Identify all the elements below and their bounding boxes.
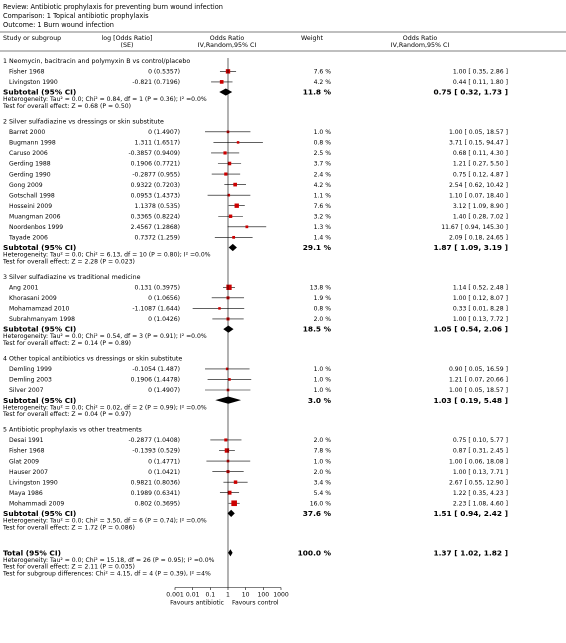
study-name: Subrahmanyam 1998	[9, 316, 75, 324]
study-logor: 0.3365 (0.8224)	[130, 213, 180, 221]
study-name: Gerding 1988	[9, 160, 51, 168]
study-logor: 0.0953 (1.4373)	[130, 192, 180, 200]
study-ci: 11.67 [ 0.94, 145.30 ]	[441, 224, 508, 231]
subtotal-diamond	[219, 88, 232, 95]
study-ci: 1.00 [ 0.05, 18.57 ]	[448, 129, 508, 137]
study-ci: 1.21 [ 0.07, 20.66 ]	[448, 376, 508, 384]
subtotal-label: Subtotal (95% CI)	[3, 243, 77, 253]
study-point	[237, 141, 239, 143]
subtotal-ci: 1.05 [ 0.54, 2.06 ]	[433, 324, 508, 334]
study-name: Hauser 2007	[9, 468, 49, 476]
study-point	[224, 172, 227, 175]
study-weight: 7.6 %	[313, 68, 331, 76]
study-weight: 7.6 %	[313, 202, 331, 210]
study-point	[235, 204, 239, 208]
study-weight: 1.0 %	[313, 458, 331, 466]
study-logor: 0 (1.4907)	[148, 129, 180, 137]
study-ci: 2.23 [ 1.08, 4.60 ]	[452, 500, 508, 508]
study-name: Glat 2009	[9, 458, 39, 466]
subgroup-title: 3 Silver sulfadiazine vs traditional medicine	[3, 273, 141, 281]
subtotal-ci: 0.75 [ 0.32, 1.73 ]	[433, 87, 508, 97]
study-ci: 1.00 [ 0.12, 8.07 ]	[452, 295, 508, 303]
study-logor: -0.2877 (0.955)	[132, 171, 180, 179]
col-logor-se-header: (SE)	[120, 42, 134, 49]
study-weight: 1.4 %	[313, 234, 331, 242]
study-logor: 0 (1.4907)	[148, 387, 180, 395]
study-weight: 7.8 %	[313, 447, 331, 455]
study-ci: 2.54 [ 0.62, 10.42 ]	[448, 181, 508, 189]
study-logor: 0.802 (0.3695)	[134, 500, 180, 508]
study-weight: 1.3 %	[313, 224, 331, 231]
study-logor: 0.7372 (1.259)	[134, 234, 180, 242]
study-ci: 1.22 [ 0.35, 4.23 ]	[452, 489, 508, 497]
subtotal-diamond	[223, 326, 233, 333]
study-weight: 2.0 %	[313, 316, 331, 324]
study-name: Fisher 1968	[9, 68, 45, 76]
study-logor: 0.9322 (0.7203)	[130, 181, 180, 189]
total-weight: 100.0 %	[297, 548, 331, 558]
heterogeneity-text: Heterogeneity: Tau² = 0.0; Chi² = 0.02, df = 2 (P = 0.99); I² =0.0%	[3, 404, 207, 412]
col-or-method-header: IV,Random,95% CI	[197, 42, 257, 49]
study-name: Tayade 2006	[9, 234, 48, 242]
study-weight: 16.0 %	[309, 500, 331, 508]
col-weight-header: Weight	[301, 35, 323, 42]
study-name: Maya 1986	[9, 489, 43, 497]
x-tick-label: 100	[257, 591, 270, 599]
study-name: Caruso 2006	[9, 150, 48, 158]
study-weight: 13.8 %	[309, 284, 331, 292]
study-logor: -0.1393 (0.529)	[132, 447, 180, 455]
study-weight: 1.0 %	[313, 129, 331, 137]
study-ci: 2.67 [ 0.55, 12.90 ]	[448, 479, 508, 487]
study-weight: 3.4 %	[313, 479, 331, 487]
study-weight: 2.0 %	[313, 468, 331, 476]
study-name: Gong 2009	[9, 181, 43, 189]
outcome-title: Outcome: 1 Burn wound infection	[3, 21, 114, 29]
study-name: Khorasani 2009	[9, 295, 57, 303]
comparison-title: Comparison: 1 Topical antibiotic prophylaxis	[3, 12, 149, 20]
study-ci: 0.75 [ 0.10, 5.77 ]	[452, 437, 508, 445]
subtotal-label: Subtotal (95% CI)	[3, 395, 77, 405]
study-logor: 0 (1.0426)	[148, 316, 180, 324]
study-ci: 0.90 [ 0.05, 16.59 ]	[448, 366, 508, 374]
favours-left-label: Favours antibiotic	[170, 599, 224, 607]
study-point	[234, 480, 237, 483]
x-tick-label: 0.001	[166, 591, 184, 599]
study-weight: 4.2 %	[313, 181, 331, 189]
col-or-header: Odds Ratio	[209, 35, 245, 42]
study-ci: 0.44 [ 0.11, 1.80 ]	[452, 79, 508, 87]
x-tick-label: 0.01	[185, 591, 200, 599]
study-name: Mohammadi 2009	[9, 500, 65, 508]
subgroup-title: 1 Neomycin, bacitracin and polymyxin B vs control/placebo	[3, 58, 191, 65]
study-name: Ang 2001	[9, 284, 39, 292]
study-name: Bugmann 1998	[9, 139, 56, 147]
subgroup-title: 2 Silver sulfadiazine vs dressings or skin substitute	[3, 118, 164, 126]
subtotal-label: Subtotal (95% CI)	[3, 509, 77, 518]
study-ci: 1.00 [ 0.13, 7.71 ]	[452, 468, 508, 476]
study-weight: 2.4 %	[313, 171, 331, 179]
study-name: Noordenbos 1999	[9, 224, 64, 231]
study-name: Desai 1991	[9, 437, 44, 445]
study-point	[233, 183, 237, 187]
col-or-right-method-header: IV,Random,95% CI	[390, 42, 450, 49]
subtotal-diamond	[228, 510, 235, 517]
x-tick-label: 1	[226, 591, 230, 599]
study-logor: -0.1054 (1.487)	[132, 366, 180, 374]
study-name: Fisher 1968	[9, 447, 45, 455]
study-point	[226, 285, 231, 290]
study-logor: -0.3857 (0.9409)	[128, 150, 180, 158]
study-weight: 0.8 %	[313, 139, 331, 147]
study-weight: 3.2 %	[313, 213, 331, 221]
study-name: Demling 1999	[9, 366, 52, 374]
study-logor: 0.1906 (1.4478)	[130, 376, 180, 384]
study-weight: 1.0 %	[313, 387, 331, 395]
subtotal-ci: 1.51 [ 0.94, 2.42 ]	[433, 509, 508, 518]
study-point	[225, 448, 229, 452]
study-logor: 0.9821 (0.8036)	[130, 479, 180, 487]
study-point	[245, 225, 248, 228]
total-label: Total (95% CI)	[3, 548, 61, 558]
study-ci: 0.33 [ 0.01, 8.28 ]	[452, 305, 508, 313]
study-logor: 1.311 (1.6517)	[134, 139, 180, 147]
study-point	[218, 307, 220, 309]
study-logor: 0 (1.0656)	[148, 295, 180, 303]
study-point	[228, 378, 231, 381]
study-logor: -1.1087 (1.644)	[132, 305, 180, 313]
subtotal-diamond	[229, 244, 237, 251]
study-point	[232, 236, 235, 239]
study-ci: 1.40 [ 0.28, 7.02 ]	[452, 213, 508, 221]
subgroup-title: 5 Antibiotic prophylaxis vs other treatments	[3, 426, 142, 434]
subtotal-weight: 37.6 %	[302, 509, 331, 518]
total-heterogeneity-text: Heterogeneity: Tau² = 0.0; Chi² = 15.18, df = 26 (P = 0.95); I² =0.0%	[3, 556, 215, 564]
total-overall-effect-text: Test for overall effect: Z = 2.11 (P = 0.035)	[3, 563, 135, 571]
study-logor: 0 (1.4771)	[148, 458, 180, 466]
subtotal-label: Subtotal (95% CI)	[3, 87, 77, 97]
subtotal-weight: 18.5 %	[302, 324, 331, 334]
study-logor: -0.2877 (1.0408)	[128, 437, 180, 445]
subtotal-weight: 29.1 %	[302, 243, 331, 253]
heterogeneity-text: Heterogeneity: Tau² = 0.0; Chi² = 3.50, df = 6 (P = 0.74); I² =0.0%	[3, 517, 207, 525]
forest-rows	[2, 58, 508, 578]
study-name: Livingston 1990	[9, 479, 58, 487]
study-ci: 1.10 [ 0.07, 18.40 ]	[448, 192, 508, 200]
study-point	[223, 151, 226, 154]
study-weight: 1.9 %	[313, 295, 331, 303]
overall-effect-text: Test for overall effect: Z = 0.04 (P = 0.97)	[3, 411, 131, 419]
study-ci: 1.14 [ 0.52, 2.48 ]	[452, 284, 508, 292]
col-or-right-header: Odds Ratio	[402, 35, 438, 42]
x-tick-label: 1000	[273, 591, 289, 599]
subtotal-ci: 1.87 [ 1.09, 3.19 ]	[433, 243, 508, 253]
total-ci: 1.37 [ 1.02, 1.82 ]	[433, 548, 508, 558]
total-diamond	[228, 549, 232, 556]
overall-effect-text: Test for overall effect: Z = 1.72 (P = 0.086)	[3, 524, 135, 532]
heterogeneity-text: Heterogeneity: Tau² = 0.0; Chi² = 0.84, df = 1 (P = 0.36); I² =0.0%	[3, 96, 207, 104]
study-weight: 4.2 %	[313, 79, 331, 87]
study-name: Mohamamzad 2010	[9, 305, 70, 313]
study-weight: 2.5 %	[313, 150, 331, 158]
col-study-header: Study or subgroup	[3, 35, 62, 42]
overall-effect-text: Test for overall effect: Z = 0.68 (P = 0.50)	[3, 102, 131, 110]
overall-effect-text: Test for overall effect: Z = 2.28 (P = 0.023)	[3, 258, 135, 266]
subtotal-weight: 11.8 %	[302, 87, 331, 97]
study-name: Livingston 1990	[9, 79, 58, 87]
study-ci: 0.75 [ 0.12, 4.87 ]	[452, 171, 508, 179]
study-weight: 5.4 %	[313, 489, 331, 497]
subtotal-label: Subtotal (95% CI)	[3, 324, 77, 334]
study-point	[224, 438, 227, 441]
study-ci: 3.71 [ 0.15, 94.47 ]	[448, 139, 508, 147]
study-logor: 0 (1.0421)	[148, 468, 180, 476]
study-name: Hosseini 2009	[9, 202, 53, 210]
study-point	[220, 80, 224, 84]
study-logor: -0.821 (0.7196)	[132, 79, 180, 87]
study-weight: 1.0 %	[313, 376, 331, 384]
subgroup-title: 4 Other topical antibiotics vs dressings or skin substitute	[3, 355, 183, 363]
study-point	[229, 215, 232, 218]
study-ci: 1.21 [ 0.27, 5.50 ]	[452, 160, 508, 168]
study-name: Muangman 2006	[9, 213, 61, 221]
study-ci: 2.09 [ 0.18, 24.65 ]	[448, 234, 508, 242]
study-name: Gerding 1990	[9, 171, 51, 179]
col-logor-header: log [Odds Ratio]	[101, 35, 153, 42]
study-weight: 1.0 %	[313, 366, 331, 374]
study-weight: 3.7 %	[313, 160, 331, 168]
overall-effect-text: Test for overall effect: Z = 0.14 (P = 0.89)	[3, 340, 131, 347]
study-logor: 0.1906 (0.7721)	[130, 160, 180, 168]
x-tick-label: 10	[241, 591, 250, 599]
study-weight: 0.8 %	[313, 305, 331, 313]
study-ci: 1.00 [ 0.06, 18.08 ]	[448, 458, 508, 466]
subtotal-weight: 3.0 %	[307, 395, 331, 405]
study-weight: 2.0 %	[313, 437, 331, 445]
study-point	[231, 500, 237, 506]
study-name: Gotschall 1998	[9, 192, 55, 200]
study-logor: 2.4567 (1.2868)	[130, 224, 180, 231]
study-logor: 1.1378 (0.535)	[134, 202, 180, 210]
review-title: Review: Antibiotic prophylaxis for preventing burn wound infection	[3, 3, 223, 11]
heterogeneity-text: Heterogeneity: Tau² = 0.0; Chi² = 0.54, df = 3 (P = 0.91); I² =0.0%	[3, 333, 207, 341]
heterogeneity-text: Heterogeneity: Tau² = 0.0; Chi² = 6.13, df = 10 (P = 0.80); I² =0.0%	[3, 251, 211, 259]
study-name: Demling 2003	[9, 376, 52, 384]
study-ci: 0.68 [ 0.11, 4.30 ]	[452, 150, 508, 158]
study-logor: 0.131 (0.3975)	[134, 284, 180, 292]
study-logor: 0 (0.5357)	[148, 68, 180, 76]
study-ci: 0.87 [ 0.31, 2.45 ]	[452, 447, 508, 455]
subgroup-differences-text: Test for subgroup differences: Chi² = 4.15, df = 4 (P = 0.39), I² =4%	[3, 570, 211, 578]
study-name: Barret 2000	[9, 129, 46, 137]
study-ci: 1.00 [ 0.35, 2.86 ]	[452, 68, 508, 76]
study-ci: 1.00 [ 0.13, 7.72 ]	[452, 316, 508, 324]
favours-right-label: Favours control	[232, 599, 279, 607]
study-ci: 1.00 [ 0.05, 18.57 ]	[448, 387, 508, 395]
study-weight: 1.1 %	[313, 192, 331, 200]
study-ci: 3.12 [ 1.09, 8.90 ]	[452, 202, 508, 210]
study-logor: 0.1989 (0.6341)	[130, 489, 180, 497]
study-name: Silver 2007	[9, 387, 44, 395]
x-tick-label: 0.1	[205, 591, 216, 599]
subtotal-ci: 1.03 [ 0.19, 5.48 ]	[433, 395, 508, 405]
